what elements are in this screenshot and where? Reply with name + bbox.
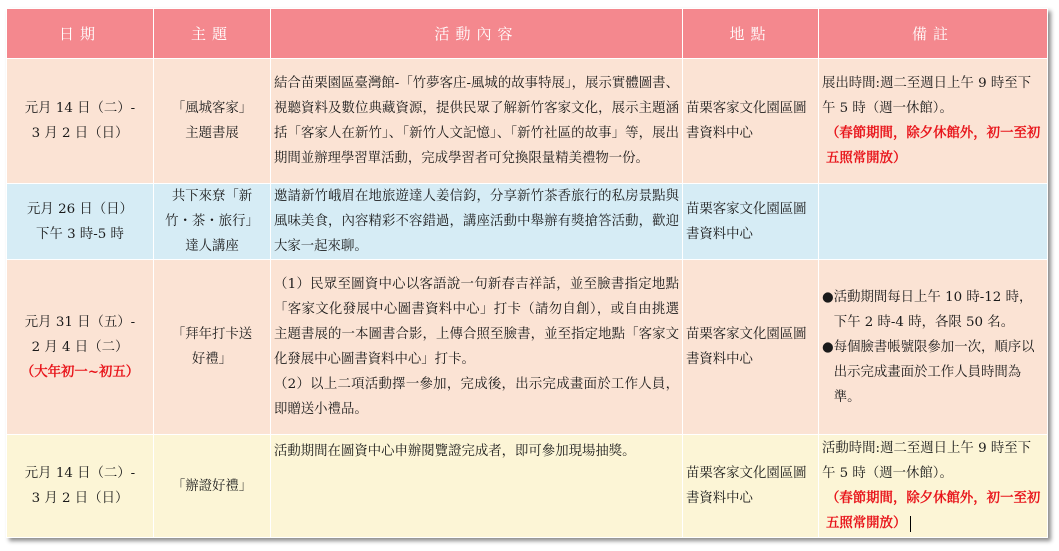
theme-cell	[154, 435, 271, 538]
location-text: 苗栗客家文化園區圖書資料中心	[686, 201, 807, 242]
location-cell	[683, 184, 819, 260]
theme-cell	[154, 184, 271, 260]
bullet-icon: ●	[822, 289, 834, 305]
location-cell	[683, 59, 819, 184]
notes-text: 活動時間:週二至週日上午 9 時至下午 5 時（週一休館）。	[822, 441, 1032, 481]
notes-cell[interactable]	[819, 435, 1048, 538]
notes-text: 展出時間:週二至週日上午 9 時至下午 5 時（週一休館）。	[822, 76, 1032, 116]
location-cell	[683, 260, 819, 435]
notes-cell	[819, 59, 1048, 184]
content-cell	[271, 59, 683, 184]
theme-cell	[154, 59, 271, 184]
theme-line: 主題書展	[185, 126, 239, 141]
theme-line: 「辦證好禮」	[171, 478, 253, 494]
date-line: 元月 26 日（日）	[27, 201, 133, 217]
date-cell	[7, 59, 154, 184]
theme-cell	[154, 260, 271, 435]
header-row	[7, 9, 1048, 59]
content-text: 邀請新竹峨眉在地旅遊達人姜信鈞，分享新竹茶香旅行的私房景點與風味美食，內容精彩不容錯過，講座活動中舉辦有獎搶答活動，歡迎大家一起來聊。	[274, 189, 679, 254]
content-text: 活動期間在圖資中心申辦閱覽證完成者，即可參加現場抽獎。	[274, 444, 636, 459]
table-row	[7, 435, 1048, 538]
theme-line: 共下來尞「新	[171, 189, 253, 204]
table-row	[7, 260, 1048, 435]
date-line: 元月 14 日（二）-	[24, 101, 136, 116]
content-text: 結合苗栗園區臺灣館-「竹夢客庄-風城的故事特展」，展示實體圖書、視聽資料及數位典藏資源，提供民眾了解新竹客家文化，展示主題涵括「客家人在新竹」、「新竹人文記憶」、「新竹社區的故事」等，展出期間並辦理學習單活動，完成學習者可兌換限量精美禮物一份。	[274, 76, 679, 166]
date-line: 元月 31 日（五）-	[24, 314, 136, 330]
date-line: 3 月 2 日（日）	[31, 126, 129, 141]
theme-line: 竹・茶・旅行」	[165, 214, 259, 229]
location-text: 苗栗客家文化園區圖書資料中心	[686, 327, 807, 367]
notes-highlight	[822, 486, 1044, 536]
text-cursor	[910, 516, 911, 532]
content-cell	[271, 435, 683, 538]
theme-line: 好禮」	[191, 352, 233, 367]
activity-table	[6, 8, 1048, 538]
header-date: 日期	[7, 9, 154, 59]
date-cell	[7, 260, 154, 435]
notes-bullet	[822, 285, 1044, 335]
notes-bullet	[822, 335, 1044, 410]
date-highlight: （大年初一~初五）	[20, 363, 140, 380]
location-cell	[683, 435, 819, 538]
date-line: 下午 3 時-5 時	[36, 226, 124, 242]
header-location: 地點	[683, 9, 819, 59]
content-item: （1）民眾至圖資中心以客語說一句新春吉祥話，並至臉書指定地點「客家文化發展中心圖書資料中心」打卡（請勿自創），或自由挑選主題書展的一本圖書合影，上傳合照至臉書，並至指定地點「客家文化發展中心圖書資料中心」打卡。	[274, 277, 679, 367]
date-cell	[7, 184, 154, 260]
theme-line: 「拜年打卡送	[171, 327, 253, 342]
header-content: 活動內容	[271, 9, 683, 59]
theme-line: 「風城客家」	[171, 101, 253, 116]
notes-highlight-text: （春節期間，除夕休館外，初一至初五照常開放）	[826, 490, 1041, 531]
notes-bullet-text: 每個臉書帳號限參加一次，順序以出示完成畫面於工作人員時間為準。	[833, 339, 1035, 405]
notes-highlight: （春節期間，除夕休館外，初一至初五照常開放）	[826, 125, 1041, 166]
table-row	[7, 184, 1048, 260]
content-cell	[271, 184, 683, 260]
date-line: 元月 14 日（二）-	[24, 466, 136, 481]
content-item: （2）以上二項活動擇一參加，完成後，出示完成畫面於工作人員，即贈送小禮品。	[274, 377, 679, 417]
date-cell	[7, 435, 154, 538]
table-row	[7, 59, 1048, 184]
notes-bullet-text: 活動期間每日上午 10 時-12 時，下午 2 時-4 時，各限 50 名。	[833, 289, 1033, 330]
location-text: 苗栗客家文化園區圖書資料中心	[686, 466, 807, 506]
notes-cell	[819, 184, 1048, 260]
date-line: 3 月 2 日（日）	[31, 491, 129, 506]
notes-cell	[819, 260, 1048, 435]
content-cell	[271, 260, 683, 435]
header-theme: 主題	[154, 9, 271, 59]
theme-line: 達人講座	[185, 239, 239, 254]
bullet-icon: ●	[822, 339, 834, 355]
date-line: 2 月 4 日（二）	[31, 339, 129, 355]
location-text: 苗栗客家文化園區圖書資料中心	[686, 101, 807, 141]
header-notes: 備註	[819, 9, 1048, 59]
